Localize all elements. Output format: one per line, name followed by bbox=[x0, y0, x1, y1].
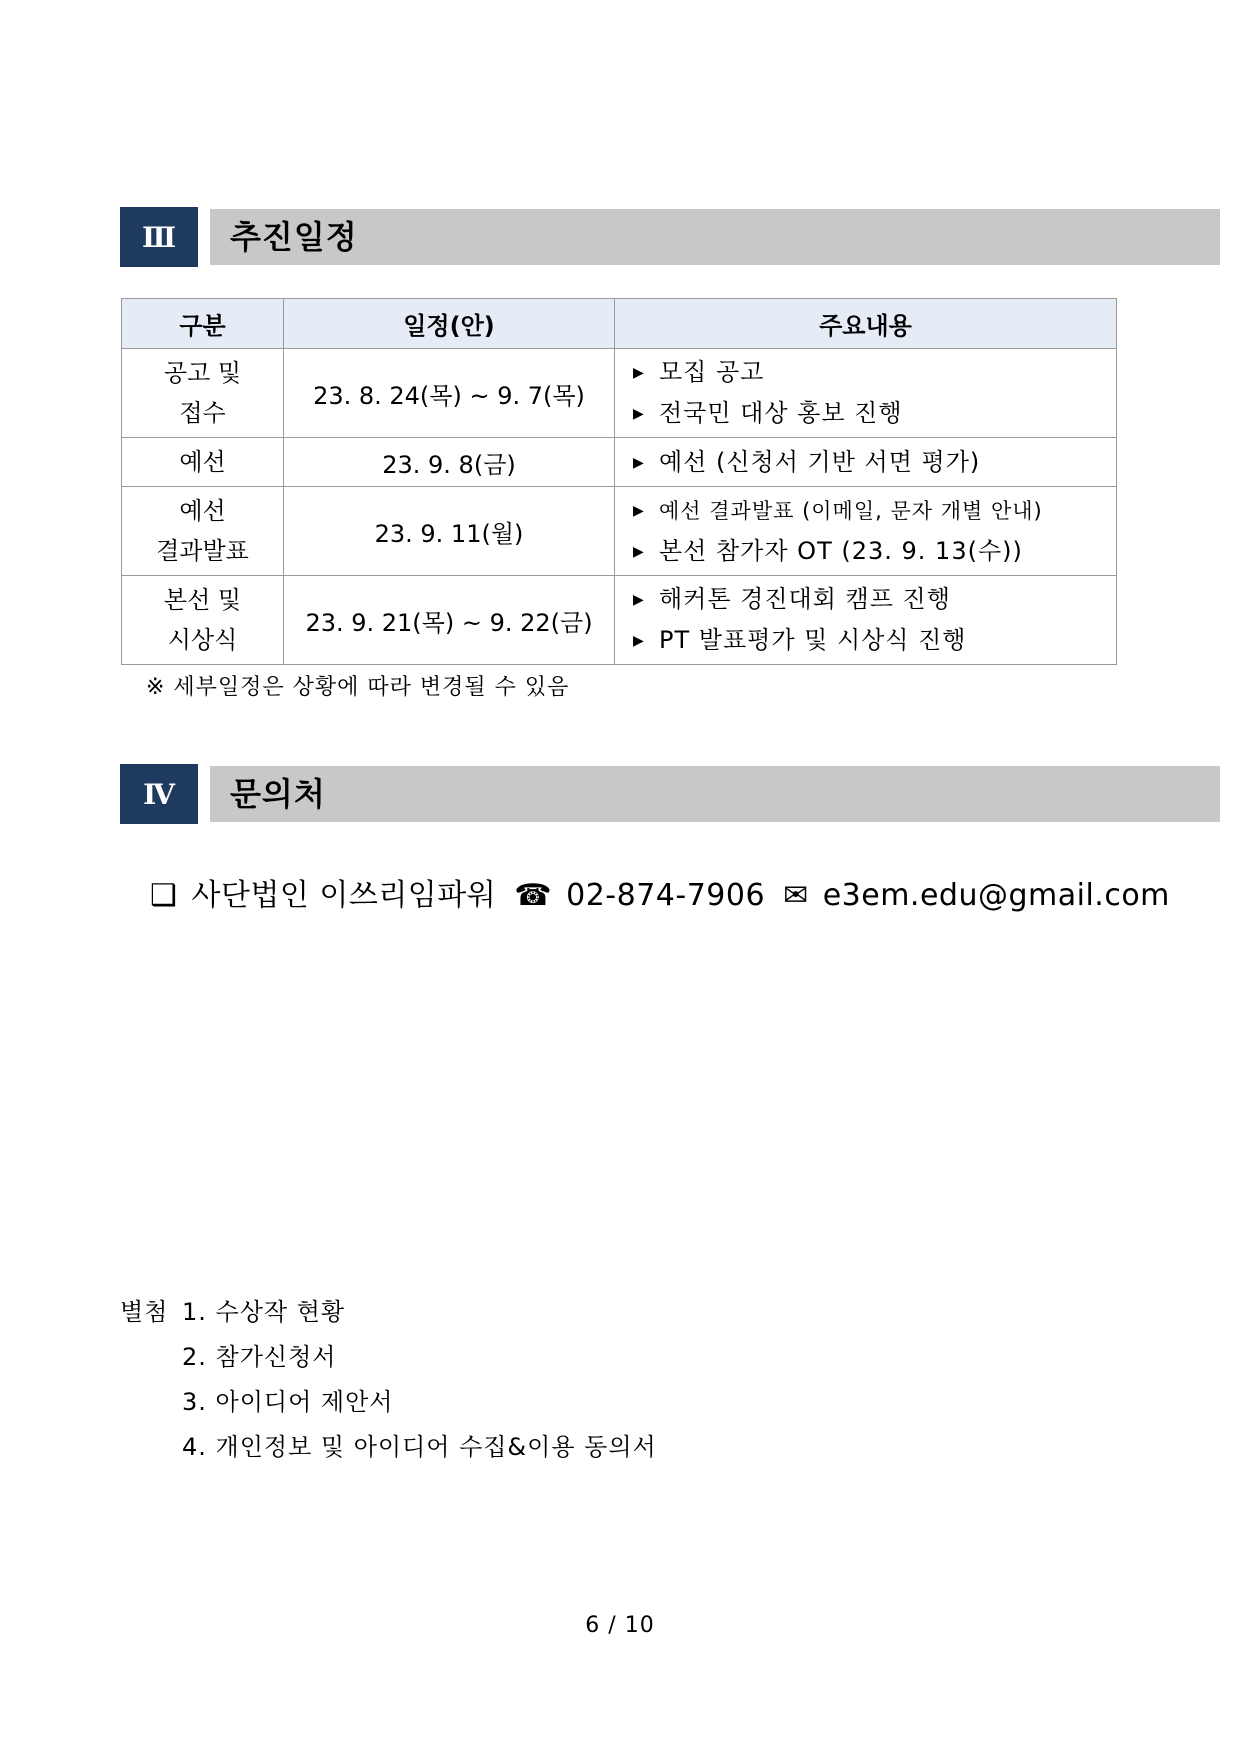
phone-number: 02-874-7906 bbox=[566, 878, 766, 913]
header-category: 구분 bbox=[122, 299, 284, 349]
section-3-title: 추진일정 bbox=[230, 218, 358, 256]
email-address: e3em.edu@gmail.com bbox=[822, 878, 1170, 913]
section-3-header bbox=[120, 207, 1120, 267]
header-date: 일정(안) bbox=[284, 299, 615, 349]
list-item: ▶ 해커톤 경진대회 캠프 진행 bbox=[633, 579, 1116, 620]
table-row bbox=[122, 438, 1117, 487]
list-item: ▶ 본선 참가자 OT (23. 9. 13(수)) bbox=[633, 531, 1116, 572]
triangle-bullet-icon: ▶ bbox=[633, 406, 645, 422]
table-row bbox=[122, 487, 1117, 576]
schedule-note: ※ 세부일정은 상황에 따라 변경될 수 있음 bbox=[146, 675, 570, 700]
phone-icon: ☎ bbox=[514, 878, 553, 913]
envelope-icon: ✉ bbox=[783, 878, 809, 913]
list-item: ▶ 모집 공고 bbox=[633, 352, 1116, 393]
table-header-row bbox=[122, 299, 1117, 349]
row-category: 예선 bbox=[122, 438, 284, 487]
section-4-number: Ⅳ bbox=[120, 764, 198, 824]
row-content bbox=[615, 438, 1117, 487]
row-category: 본선 및 시상식 bbox=[122, 576, 284, 665]
triangle-bullet-icon: ▶ bbox=[633, 503, 645, 519]
list-item: 2. 참가신청서 bbox=[182, 1343, 337, 1371]
triangle-bullet-icon: ▶ bbox=[633, 365, 645, 381]
list-item: 별첨 1. 수상작 현황 bbox=[120, 1290, 657, 1335]
section-3-number: Ⅲ bbox=[120, 207, 198, 267]
list-item: ▶ 예선 (신청서 기반 서면 평가) bbox=[633, 442, 1116, 483]
triangle-bullet-icon: ▶ bbox=[633, 633, 645, 649]
table-row bbox=[122, 576, 1117, 665]
row-content bbox=[615, 349, 1117, 438]
section-4-bar bbox=[210, 766, 1220, 822]
row-category: 예선 결과발표 bbox=[122, 487, 284, 576]
row-category: 공고 및 접수 bbox=[122, 349, 284, 438]
list-item: ▶ PT 발표평가 및 시상식 진행 bbox=[633, 620, 1116, 661]
row-date: 23. 9. 21(목) ~ 9. 22(금) bbox=[284, 576, 615, 665]
row-content bbox=[615, 487, 1117, 576]
row-content bbox=[615, 576, 1117, 665]
list-item: 4. 개인정보 및 아이디어 수집&이용 동의서 bbox=[182, 1433, 657, 1461]
header-content: 주요내용 bbox=[615, 299, 1117, 349]
row-date: 23. 9. 11(월) bbox=[284, 487, 615, 576]
contact-line bbox=[150, 870, 1170, 914]
checkbox-square-icon: ❑ bbox=[150, 878, 178, 913]
section-3-bar bbox=[210, 209, 1220, 265]
triangle-bullet-icon: ▶ bbox=[633, 592, 645, 608]
triangle-bullet-icon: ▶ bbox=[633, 544, 645, 560]
section-4-title: 문의처 bbox=[230, 775, 326, 813]
table-row bbox=[122, 349, 1117, 438]
page-number: 6 / 10 bbox=[585, 1613, 655, 1638]
row-date: 23. 9. 8(금) bbox=[284, 438, 615, 487]
list-item: ▶ 예선 결과발표 (이메일, 문자 개별 안내) bbox=[633, 490, 1116, 531]
schedule-table bbox=[121, 298, 1117, 665]
section-4-header bbox=[120, 764, 1120, 824]
list-item: 3. 아이디어 제안서 bbox=[182, 1388, 394, 1416]
attachments-list bbox=[120, 1290, 657, 1470]
list-item: ▶ 전국민 대상 홍보 진행 bbox=[633, 393, 1116, 434]
row-date: 23. 8. 24(목) ~ 9. 7(목) bbox=[284, 349, 615, 438]
triangle-bullet-icon: ▶ bbox=[633, 454, 645, 471]
organization-name: 사단법인 이쓰리임파워 bbox=[191, 878, 497, 913]
attachments-label: 별첨 bbox=[120, 1298, 169, 1326]
